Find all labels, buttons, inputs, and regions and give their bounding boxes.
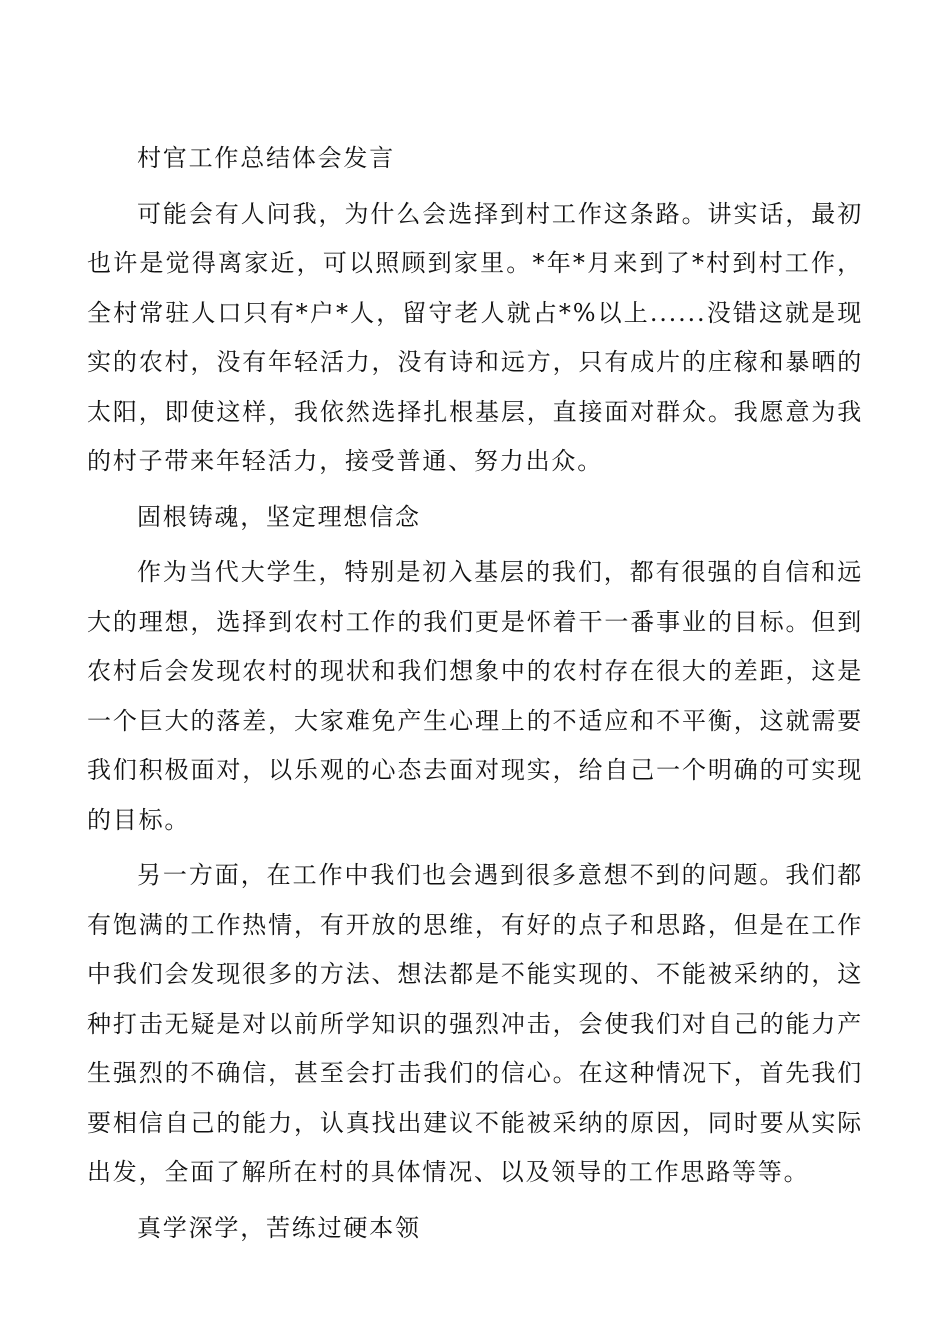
intro-paragraph: 可能会有人问我，为什么会选择到村工作这条路。讲实话，最初也许是觉得离家近，可以照顾到家里。*年*月来到了*村到村工作，全村常驻人口只有*户*人，留守老人就占*%以上......没错这就是现实的农村，没有年轻活力，没有诗和远方，只有成片的庄稼和暴晒的太阳，即使这样，我依然选择扎根基层，直接面对群众。我愿意为我的村子带来年轻活力，接受普通、努力出众。	[87, 199, 863, 475]
section1-paragraph-1: 作为当代大学生，特别是初入基层的我们，都有很强的自信和远大的理想，选择到农村工作的我们更是怀着干一番事业的目标。但到农村后会发现农村的现状和我们想象中的农村存在很大的差距，这是一个巨大的落差，大家难免产生心理上的不适应和不平衡，这就需要我们积极面对，以乐观的心态去面对现实，给自己一个明确的可实现的目标。	[87, 558, 863, 834]
section1-paragraph-2: 另一方面，在工作中我们也会遇到很多意想不到的问题。我们都有饱满的工作热情，有开放的思维，有好的点子和思路，但是在工作中我们会发现很多的方法、想法都是不能实现的、不能被采纳的，这种打击无疑是对以前所学知识的强烈冲击，会使我们对自己的能力产生强烈的不确信，甚至会打击我们的信心。在这种情况下，首先我们要相信自己的能力，认真找出建议不能被采纳的原因，同时要从实际出发，全面了解所在村的具体情况、以及领导的工作思路等等。	[87, 861, 863, 1186]
section-heading-2: 真学深学，苦练过硬本领	[137, 1213, 421, 1242]
document-title: 村官工作总结体会发言	[137, 144, 395, 172]
document-body	[87, 134, 863, 1259]
section-heading-1: 固根铸魂，坚定理想信念	[137, 502, 421, 531]
